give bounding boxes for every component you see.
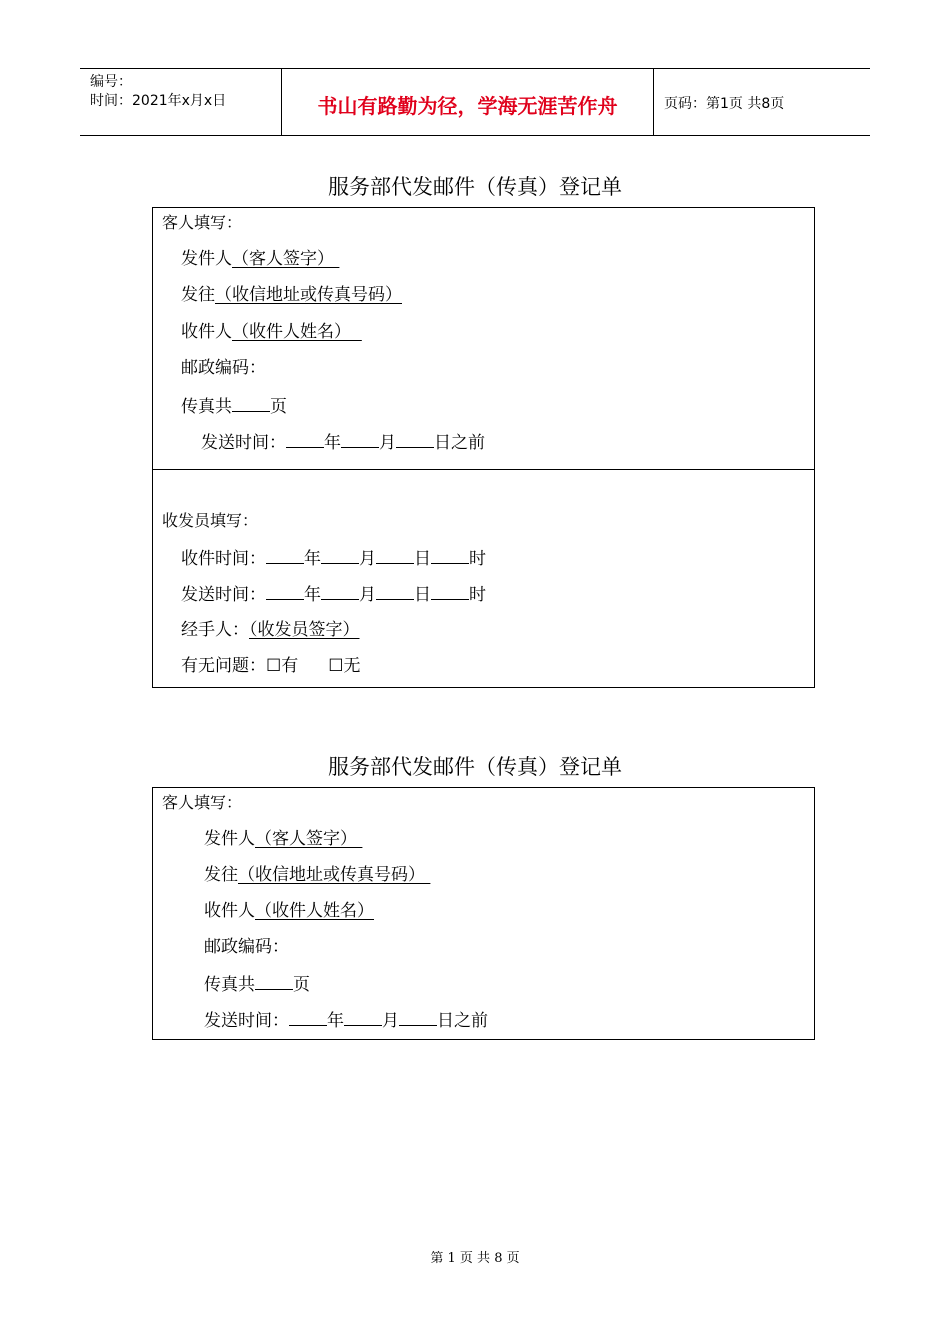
form1-divider <box>153 469 814 470</box>
sender-hint[interactable]: （客人签字） <box>232 249 334 269</box>
day-blank[interactable] <box>396 430 434 448</box>
receive-year-blank[interactable] <box>266 546 304 564</box>
send-to-hint[interactable]: （收信地址或传真号码） <box>215 285 402 305</box>
form1-problem-row <box>181 655 361 677</box>
unit-day-before: 日之前 <box>434 433 485 453</box>
clerk-send-time-label: 发送时间： <box>181 585 266 605</box>
year-blank[interactable] <box>289 1008 327 1026</box>
send-to-label: 发往 <box>204 865 238 885</box>
time-label: 时间：2021年x月x日 <box>90 93 227 109</box>
send-to-hint[interactable]: （收信地址或传真号码） <box>238 865 425 885</box>
form2-send-to-row <box>204 864 430 886</box>
sender-hint[interactable]: （客人签字） <box>255 829 357 849</box>
document-header <box>80 68 870 136</box>
sender-label: 发件人 <box>181 249 232 269</box>
send-to-label: 发往 <box>181 285 215 305</box>
header-motto: 书山有路勤为径，学海无涯苦作舟 <box>282 69 654 135</box>
form2-sender-row <box>204 828 362 850</box>
form2-box <box>152 787 815 1040</box>
option-no-checkbox[interactable]: ☐无 <box>328 656 361 676</box>
send-time-label: 发送时间： <box>204 1011 289 1031</box>
number-label: 编号： <box>90 74 132 90</box>
form1-fax-total-row <box>181 394 287 418</box>
unit-day-before: 日之前 <box>437 1011 488 1031</box>
form2-guest-heading: 客人填写： <box>162 793 243 812</box>
header-page-info: 页码：第1页 共8页 <box>664 96 785 112</box>
form1-handler-row <box>181 619 360 641</box>
send-day-blank[interactable] <box>376 582 414 600</box>
problem-label: 有无问题： <box>181 656 266 676</box>
unit-hour: 时 <box>469 585 486 605</box>
form1-title: 服务部代发邮件（传真）登记单 <box>328 175 622 199</box>
fax-total-suffix: 页 <box>270 397 287 417</box>
unit-month: 月 <box>359 585 376 605</box>
unit-month: 月 <box>359 549 376 569</box>
year-blank[interactable] <box>286 430 324 448</box>
form1-receive-time-row <box>181 546 486 570</box>
fax-total-suffix: 页 <box>293 975 310 995</box>
recipient-label: 收件人 <box>181 322 232 342</box>
day-blank[interactable] <box>399 1008 437 1026</box>
form1-postal-code: 邮政编码： <box>181 358 266 378</box>
option-yes-checkbox[interactable]: ☐有 <box>266 656 299 676</box>
unit-day: 日 <box>414 549 431 569</box>
form2-title: 服务部代发邮件（传真）登记单 <box>328 755 622 779</box>
unit-day: 日 <box>414 585 431 605</box>
send-year-blank[interactable] <box>266 582 304 600</box>
fax-total-blank[interactable] <box>232 394 270 412</box>
handler-hint[interactable]: （收发员签字） <box>249 620 360 640</box>
page-footer: 第 1 页 共 8 页 <box>430 1251 520 1266</box>
fax-total-prefix: 传真共 <box>181 397 232 417</box>
recipient-hint[interactable]: （收件人姓名） <box>255 901 374 921</box>
form1-send-to-row <box>181 284 402 306</box>
unit-year: 年 <box>324 433 341 453</box>
recipient-label: 收件人 <box>204 901 255 921</box>
handler-label: 经手人： <box>181 620 249 640</box>
unit-year: 年 <box>304 585 321 605</box>
form1-sender-row <box>181 248 339 270</box>
form1-box <box>152 207 815 688</box>
form2-recipient-row <box>204 900 374 922</box>
month-blank[interactable] <box>341 430 379 448</box>
receive-hour-blank[interactable] <box>431 546 469 564</box>
header-meta <box>80 69 282 135</box>
send-hour-blank[interactable] <box>431 582 469 600</box>
recipient-hint[interactable]: （收件人姓名） <box>232 322 351 342</box>
form1-clerk-send-time-row <box>181 582 486 606</box>
form1-clerk-heading: 收发员填写： <box>162 511 259 530</box>
form1-recipient-row <box>181 321 362 343</box>
fax-total-blank[interactable] <box>255 972 293 990</box>
unit-year: 年 <box>327 1011 344 1031</box>
send-time-label: 发送时间： <box>201 433 286 453</box>
receive-time-label: 收件时间： <box>181 549 266 569</box>
form1-guest-heading: 客人填写： <box>162 213 243 232</box>
form2-fax-total-row <box>204 972 310 996</box>
month-blank[interactable] <box>344 1008 382 1026</box>
receive-month-blank[interactable] <box>321 546 359 564</box>
unit-month: 月 <box>382 1011 399 1031</box>
unit-hour: 时 <box>469 549 486 569</box>
form1-send-time-row <box>201 430 485 454</box>
unit-month: 月 <box>379 433 396 453</box>
form2-postal-code: 邮政编码： <box>204 937 289 957</box>
fax-total-prefix: 传真共 <box>204 975 255 995</box>
form2-send-time-row <box>204 1008 488 1032</box>
receive-day-blank[interactable] <box>376 546 414 564</box>
unit-year: 年 <box>304 549 321 569</box>
sender-label: 发件人 <box>204 829 255 849</box>
send-month-blank[interactable] <box>321 582 359 600</box>
